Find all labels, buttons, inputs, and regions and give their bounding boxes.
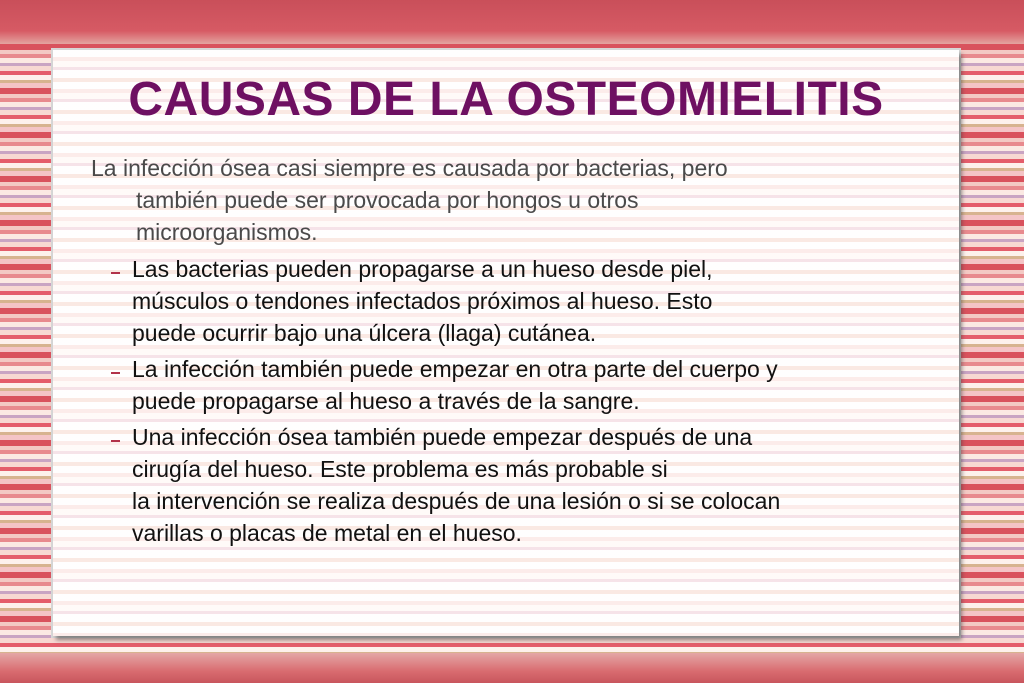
bullet-line: Una infección ósea también puede empezar después de una bbox=[132, 424, 753, 450]
bullet-line: puede ocurrir bajo una úlcera (llaga) cutánea. bbox=[132, 320, 597, 346]
bottom-stripe-band bbox=[0, 653, 1024, 683]
bullet-line: músculos o tendones infectados próximos al hueso. Esto bbox=[132, 288, 713, 314]
bullet-line: Las bacterias pueden propagarse a un hueso desde piel, bbox=[132, 256, 713, 282]
bullet-dash-icon bbox=[111, 372, 120, 374]
bullet-line: cirugía del hueso. Este problema es más probable si bbox=[132, 456, 668, 482]
bullet-line: La infección también puede empezar en otra parte del cuerpo y bbox=[132, 356, 778, 382]
bullet-item bbox=[111, 353, 941, 417]
bullet-line: varillas o placas de metal en el hueso. bbox=[132, 520, 522, 546]
slide-title: CAUSAS DE LA OSTEOMIELITIS bbox=[128, 73, 884, 126]
bullet-list bbox=[111, 253, 941, 553]
bullet-dash-icon bbox=[111, 272, 120, 274]
bullet-dash-icon bbox=[111, 440, 120, 442]
intro-line: La infección ósea casi siempre es causada por bacterias, pero bbox=[91, 155, 728, 181]
bullet-line: puede propagarse al hueso a través de la sangre. bbox=[132, 388, 640, 414]
bullet-line: la intervención se realiza después de una lesión o si se colocan bbox=[132, 488, 781, 514]
intro-paragraph bbox=[91, 152, 931, 248]
content-panel bbox=[53, 50, 959, 636]
bullet-item bbox=[111, 421, 941, 549]
bullet-item bbox=[111, 253, 941, 349]
intro-line: microorganismos. bbox=[136, 219, 318, 245]
intro-line: también puede ser provocada por hongos u otros bbox=[136, 187, 639, 213]
top-stripe-band bbox=[0, 0, 1024, 44]
